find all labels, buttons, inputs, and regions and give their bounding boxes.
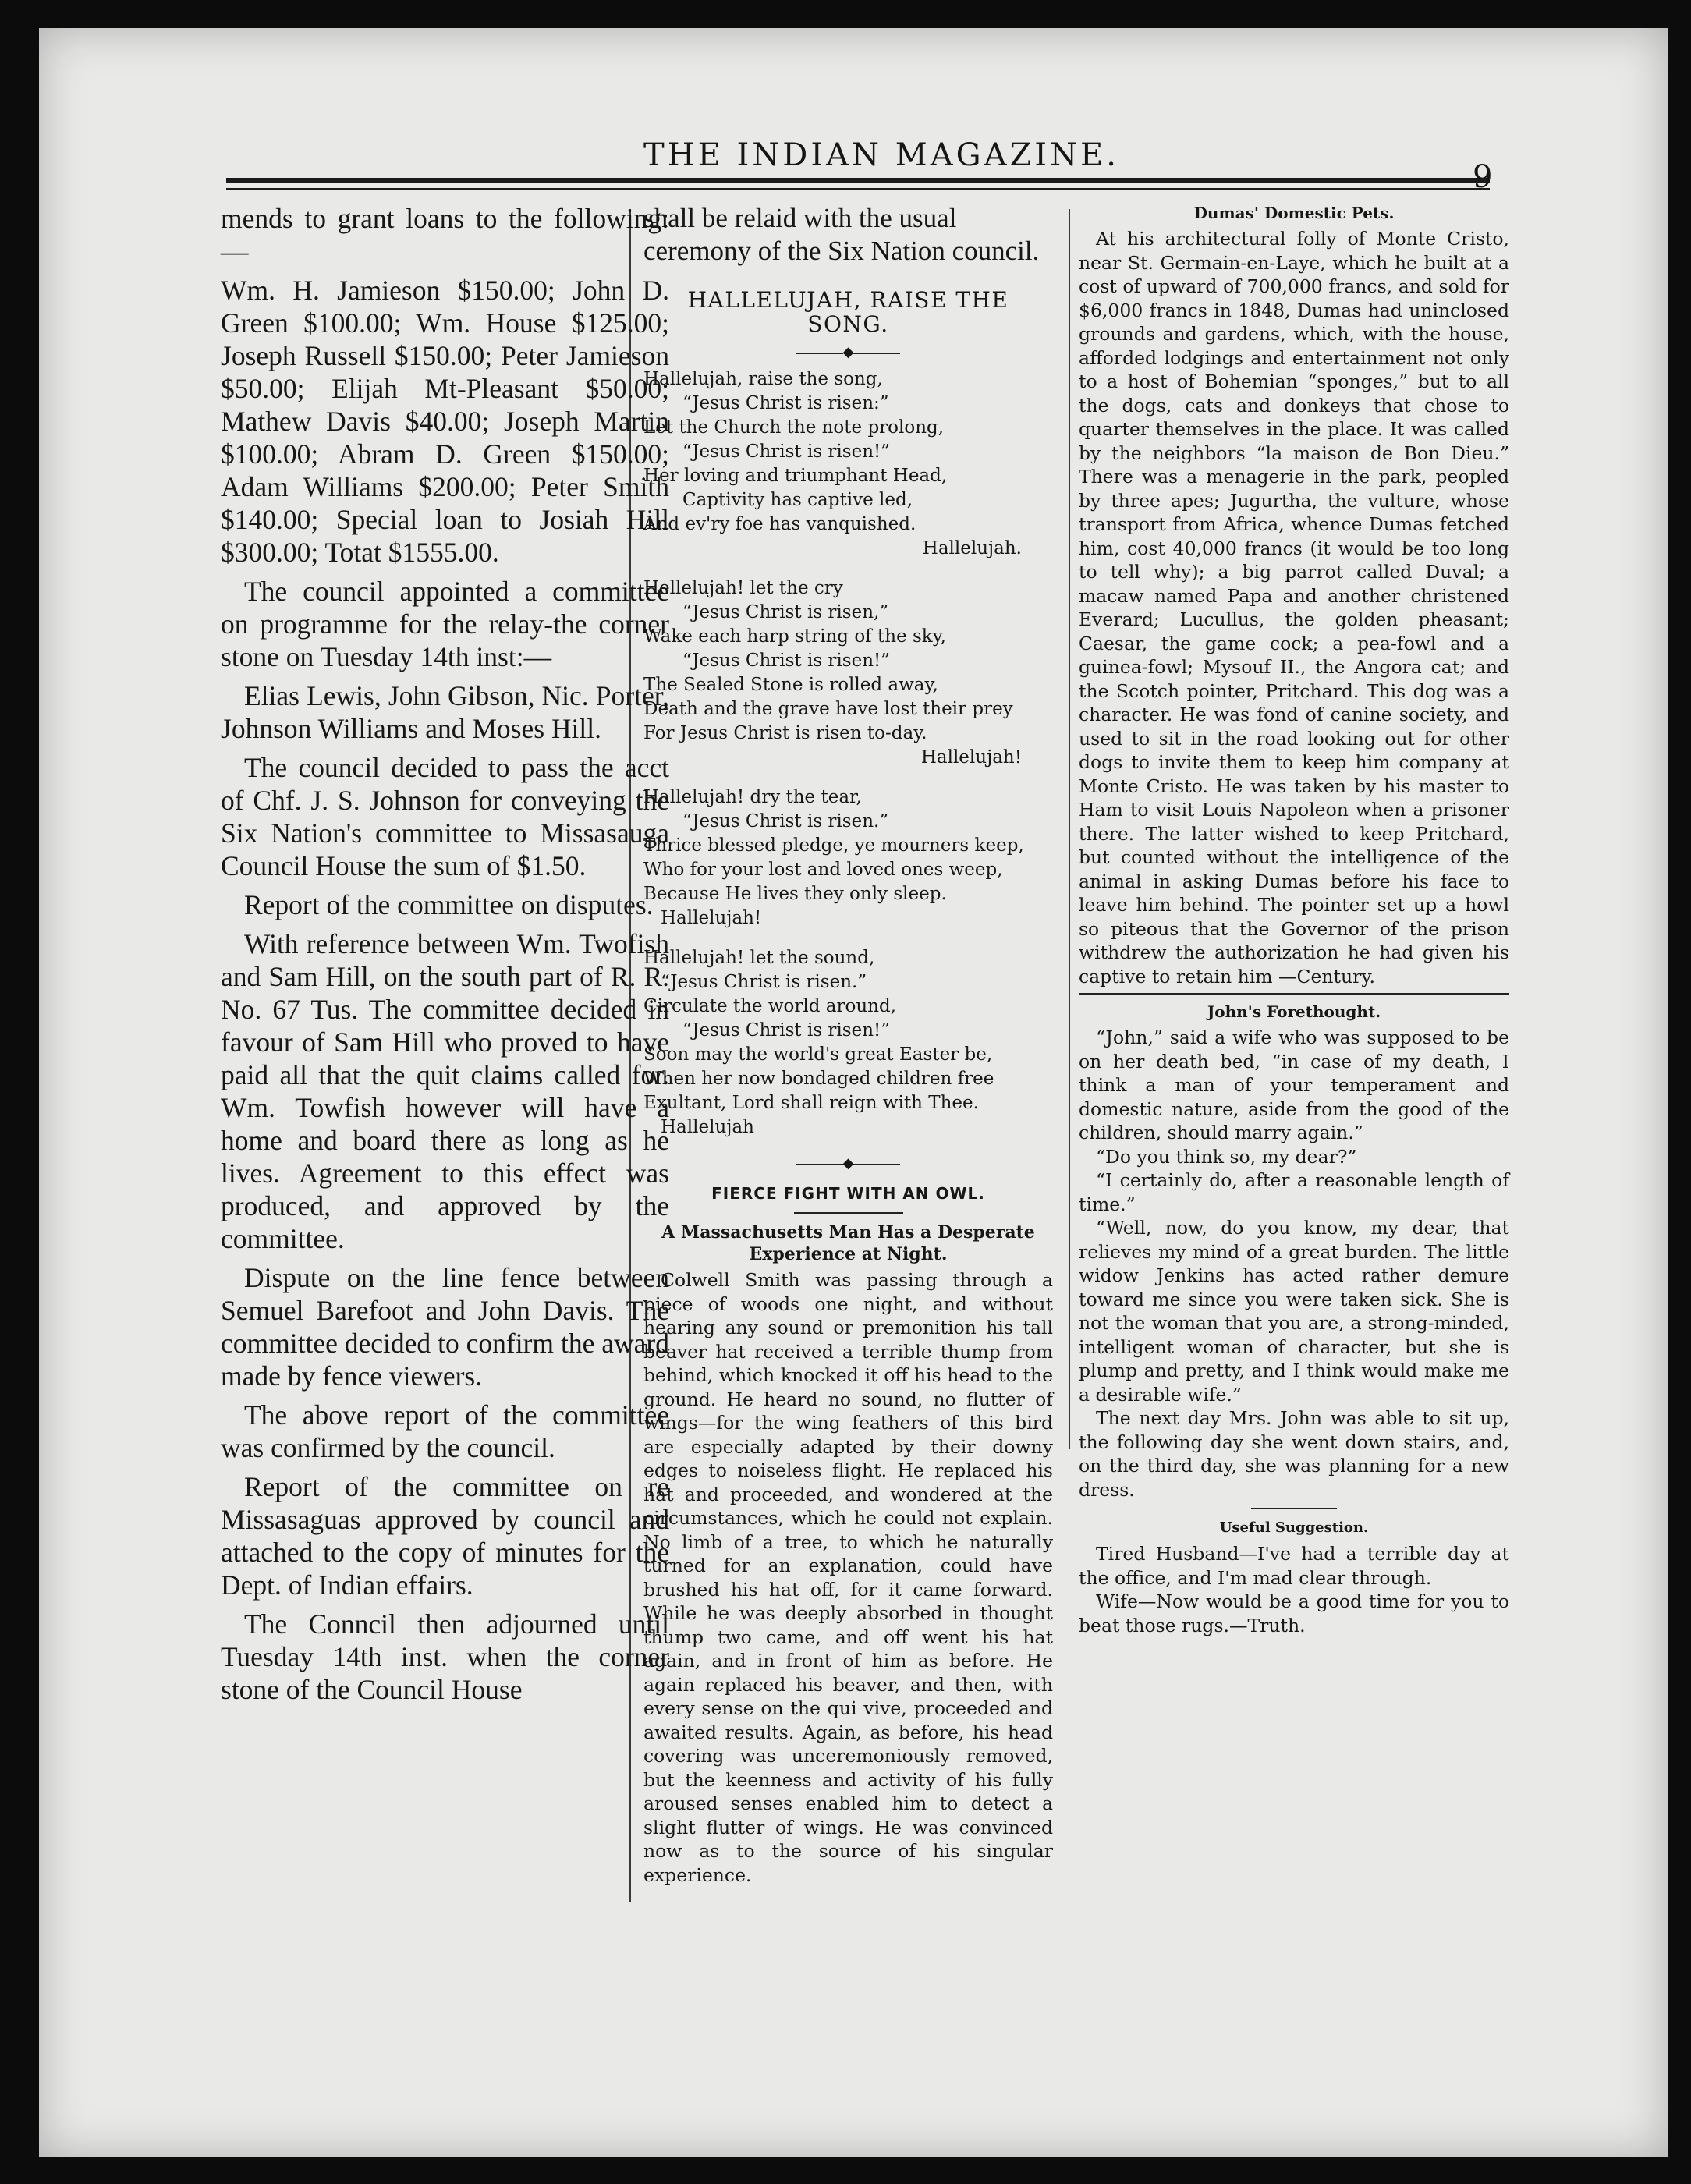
paragraph: The above report of the committee was confirmed by the council. xyxy=(221,1399,669,1463)
poem-line: Wake each harp string of the sky, xyxy=(643,626,946,647)
poem-line: “Jesus Christ is risen!” xyxy=(682,1020,891,1041)
poem-line: Her loving and triumphant Head, xyxy=(643,466,948,486)
paragraph: Tired Husband—I've had a terrible day at the office, and I'm mad clear through. xyxy=(1079,1543,1509,1589)
separator-ornament: ◆ xyxy=(643,344,1053,360)
useful-headline: Useful Suggestion. xyxy=(1219,1519,1369,1536)
paragraph: shall be relaid with the usual ceremony of the Six Nation council. xyxy=(643,203,1040,266)
column-3 xyxy=(1079,202,1509,1637)
paragraph: “John,” said a wife who was supposed to be on her death bed, “in case of my death, I think a man of your temperament and domestic nature, aside from the good of the children, should marry again.” xyxy=(1079,1026,1509,1143)
paragraph: Wife—Now would be a good time for you to beat those rugs.—Truth. xyxy=(1079,1590,1509,1636)
poem-line: Who for your lost and loved ones weep, xyxy=(643,860,1003,880)
poem-line: Soon may the world's great Easter be, xyxy=(643,1044,993,1065)
john-headline: John's Forethought. xyxy=(1207,1002,1381,1021)
separator-rule xyxy=(794,1212,903,1214)
poem-line: Captivity has captive led, xyxy=(682,490,913,510)
dumas-story-text: At his architectural folly of Monte Cristo, near St. Germain-en-Laye, which he built at a cost of upward of 700,000 francs, and sold for $6,000 francs in 1848, Dumas had uninclosed grounds and gardens, which, with the house, afforded lodgings and entertainment not only to a host of Bohemian “sponges,” but to all the dogs, cats and donkeys that chose to quarter themselves in the place. It was called by the neighbors “la maison de Bon Dieu.” There was a menagerie in the park, peopled by three apes; Jugurtha, the vulture, whose transport from Africa, whence Dumas fetched him, cost 40,000 francs (it would be too long to tell why); a big parrot called Duval; a macaw named Papa and another christened Everard; Lucullus, the golden pheasant; Caesar, the game cock; a pea-fowl and a guinea-fowl; Mysouf II., the Angora cat; and the Scotch pointer, Pritchard. This dog was a character. He was fond of canine society, and used to sit in the road looking out for other dogs to invite them to keep him company at Monte Cristo. He was taken by his master to Ham to visit Louis Napoleon when a prisoner there. The latter wished to keep Pritchard, but counted without the intelligence of the animal in asking Dumas before his face to leave him behind. The pointer set up a howl so piteous that the Governor of the prison withdrew the authorization he had given his captive to retain him —Century. xyxy=(1079,228,1509,987)
separator-rule xyxy=(1251,1508,1337,1509)
poem-line: Hallelujah xyxy=(661,1117,754,1137)
column-divider-right xyxy=(1069,209,1070,1449)
paragraph: The council decided to pass the acct of Chf. J. S. Johnson for conveying the Six Nation's committee to Missasauga Council House the sum of $1.50. xyxy=(221,752,669,881)
poem-stanza-2 xyxy=(643,576,1053,770)
poem-line: Let the Church the note prolong, xyxy=(643,417,945,438)
paragraph: The next day Mrs. John was able to sit up, the following day she went down stairs, and, on the third day, she was planning for a new dress. xyxy=(1079,1407,1509,1501)
masthead-title: THE INDIAN MAGAZINE. xyxy=(643,137,1119,173)
column-1 xyxy=(221,202,669,1712)
paragraph: “Do you think so, my dear?” xyxy=(1096,1145,1357,1168)
owl-story-text: Colwell Smith was passing through a piece of woods one night, and without hearing any sound or premonition his tall beaver hat received a terrible thump from behind, which knocked it off his head to the ground. He heard no sound, no flutter of wings—for the wing feathers of this bird are especially adapted by their downy edges to noiseless flight. He replaced his hat and proceeded, and wondered at the circumstances, which he could not explain. No limb of a tree, to which he naturally turned for an explanation, could have brushed his hat off, for it came forward. While he was deeply absorbed in thought thump two came, and off went his hat again, and in front of him as before. He again replaced his beaver, and then, with every sense on the qui vive, proceeded and awaited results. Again, as before, his head covering was unceremoniously removed, but the keenness and activity of his fully aroused senses enabled him to detect a slight flutter of wings. He was convinced now as to the source of his singular experience. xyxy=(643,1269,1053,1886)
paragraph: Elias Lewis, John Gibson, Nic. Porter, Johnson Williams and Moses Hill. xyxy=(221,680,669,744)
poem-line: Death and the grave have lost their prey xyxy=(643,699,1013,719)
poem-line: When her now bondaged children free xyxy=(643,1069,994,1089)
masthead-rule-thin xyxy=(226,188,1490,190)
poem-line: Thrice blessed pledge, ye mourners keep, xyxy=(643,835,1024,856)
poem-line: “Jesus Christ is risen!” xyxy=(682,441,891,462)
poem-title: HALLELUJAH, RAISE THE SONG. xyxy=(687,287,1009,337)
owl-subheadline: A Massachusetts Man Has a Desperate Experience at Night. xyxy=(661,1222,1035,1264)
poem-line: Hallelujah! let the sound, xyxy=(643,948,875,968)
paragraph: Report of the committee on disputes. xyxy=(244,889,654,920)
paragraph: mends to grant loans to the following:— xyxy=(221,203,669,267)
poem-line: “Jesus Christ is risen,” xyxy=(682,602,889,622)
column-2 xyxy=(643,202,1053,1887)
poem-line: “Jesus Christ is risen.” xyxy=(661,972,867,992)
poem-line: Hallelujah! xyxy=(920,747,1022,768)
owl-headline: FIERCE FIGHT WITH AN OWL. xyxy=(711,1184,985,1203)
separator-ornament: ◆ xyxy=(643,1155,1053,1171)
poem-line: “Jesus Christ is risen!” xyxy=(682,651,891,671)
section-rule xyxy=(1079,993,1509,994)
masthead-rule xyxy=(226,178,1490,183)
poem-line: Because He lives they only sleep. xyxy=(643,884,947,904)
dumas-headline: Dumas' Domestic Pets. xyxy=(1193,204,1395,222)
paragraph: “Well, now, do you know, my dear, that relieves my mind of a great burden. The little widow Jenkins has acted rather demure toward me since you were taken sick. She is not the woman that you are, a strong-minded, intelligent woman of character, but she is plump and pretty, and I think would make me a desirable wife.” xyxy=(1079,1217,1509,1406)
poem-line: Hallelujah! dry the tear, xyxy=(643,787,862,807)
poem-line: “Jesus Christ is risen.” xyxy=(682,811,889,831)
paragraph: “I certainly do, after a reasonable length of time.” xyxy=(1079,1169,1509,1215)
poem-line: “Jesus Christ is risen:” xyxy=(682,393,889,413)
poem-line: Circulate the world around, xyxy=(643,996,896,1016)
paragraph: The council appointed a committee on programme for the relay-the corner stone on Tuesday 14th inst:— xyxy=(221,576,669,672)
poem-line: And ev'ry foe has vanquished. xyxy=(643,514,916,534)
paragraph: Dispute on the line fence between Semuel Barefoot and John Davis. The committee decided to confirm the award made by fence viewers. xyxy=(221,1262,669,1392)
paragraph: The Conncil then adjourned until Tuesday 14th inst. when the corner stone of the Council House xyxy=(221,1608,669,1705)
poem-line: Hallelujah. xyxy=(922,538,1022,558)
poem-stanza-3 xyxy=(643,785,1053,931)
page-sheet xyxy=(39,28,1668,2157)
poem-line: The Sealed Stone is rolled away, xyxy=(643,675,938,695)
poem-line: For Jesus Christ is risen to-day. xyxy=(643,723,927,743)
poem-line: Hellelujah! let the cry xyxy=(643,578,843,598)
paragraph: With reference between Wm. Twofish and Sam Hill, on the south part of R. R. No. 67 Tus. The committee decided in favour of Sam Hill who proved to have paid all that the quit claims called for. Wm. Towfish however will have a home and board there as long as he lives. Agreement to this effect was produced, and approved by the committee. xyxy=(221,928,669,1254)
poem-line: Hallelujah! xyxy=(661,908,762,928)
loan-list: Wm. H. Jamieson $150.00; John D. Green $100.00; Wm. House $125.00; Joseph Russell $150.00; Peter Jamieson $50.00; Elijah Mt-Pleasant $50.00; Mathew Davis $40.00; Joseph Martin $100.00; Abram D. Green $150.00; Adam Williams $200.00; Peter Smith $140.00; Special loan to Josiah Hill $300.00; Totat $1555.00. xyxy=(221,275,669,568)
poem-line: Exultant, Lord shall reign with Thee. xyxy=(643,1093,979,1113)
page-number: 9 xyxy=(1473,159,1493,195)
poem-stanza-1 xyxy=(643,367,1053,561)
paragraph: Report of the committee on re Missasaguas approved by council and attached to the copy of minutes for the Dept. of Indian effairs. xyxy=(221,1471,669,1601)
poem-stanza-4 xyxy=(643,946,1053,1140)
poem-line: Hallelujah, raise the song, xyxy=(643,369,883,389)
